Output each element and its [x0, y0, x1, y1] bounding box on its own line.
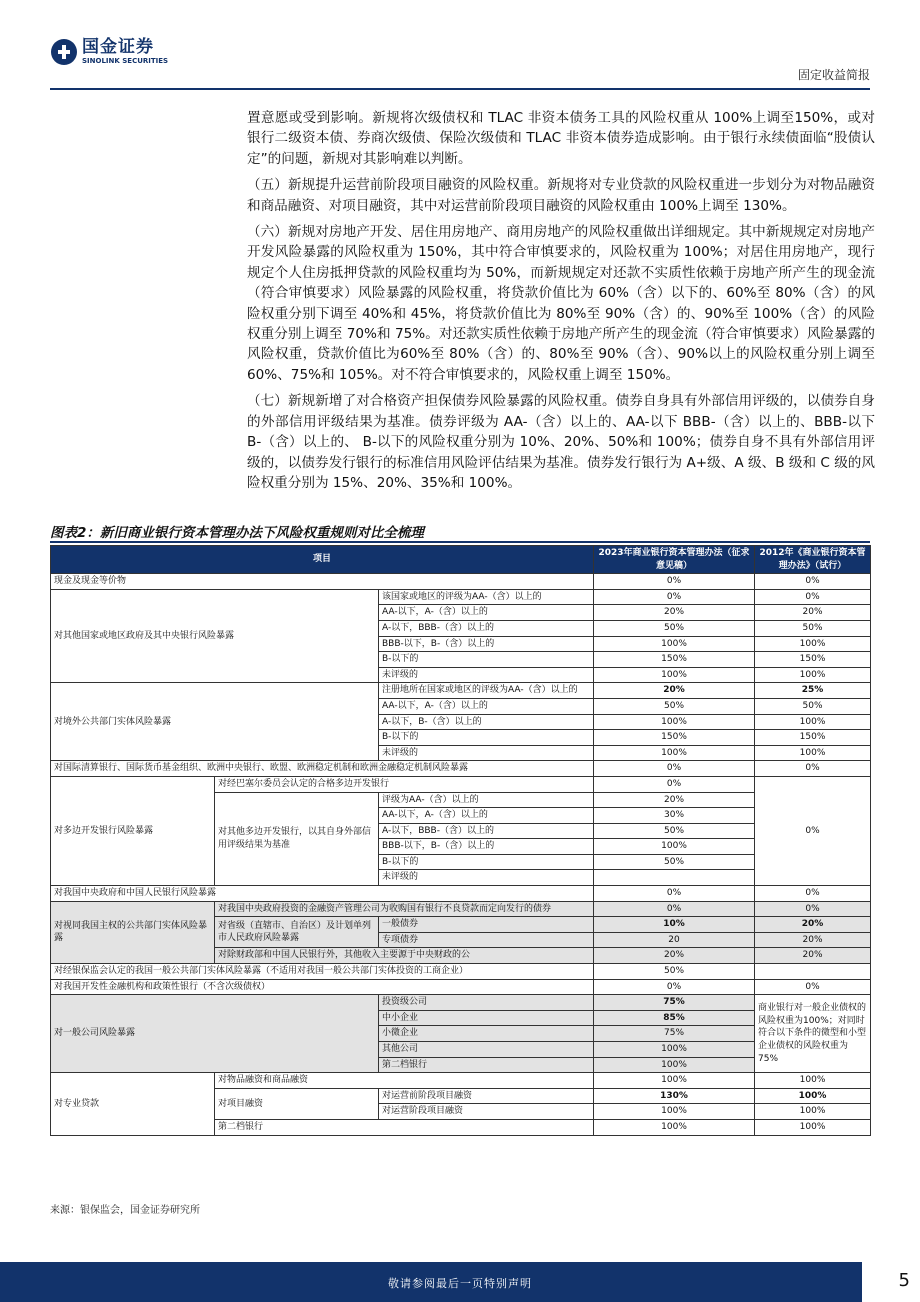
row-label: 现金及现金等价物 [51, 574, 594, 590]
sub-sub-label: 评级为AA-（含）以上的 [379, 792, 594, 808]
value-2023: 85% [594, 1010, 755, 1026]
value-2012: 100% [755, 1088, 871, 1104]
header-item: 项目 [51, 546, 594, 574]
sub-sub-label: 专项债券 [379, 932, 594, 948]
value-2012: 20% [755, 605, 871, 621]
sinolink-logo-icon [50, 38, 78, 66]
paragraph: （七）新规新增了对合格资产担保债券风险暴露的风险权重。债券自身具有外部信用评级的，以债券自身的外部信用评级结果为基准。债券评级为 AA-（含）以上的、AA-以下 BBB-（含）以上的、BBB-以下 B-（含）以上的、 B-以下的风险权重分别为 10%、20%、50%和 100%；债券自身不具有外部信用评级的，以债券发行银行的标准信用风险评估结果为基准。债券发行银行为 A+级、A 级、B 级和 C 级的风险权重分别为 15%、20%、35%和 100%。 [247, 393, 875, 491]
value-2023: 0% [594, 589, 755, 605]
footer-disclaimer: 敬请参阅最后一页特别声明 [388, 1277, 532, 1290]
value-2012: 50% [755, 620, 871, 636]
sub-sub-label: 未评级的 [379, 870, 594, 886]
value-2023: 100% [594, 636, 755, 652]
sub-label: 对除财政部和中国人民银行外，其他收入主要源于中央财政的公 [215, 948, 594, 964]
sub-sub-label: B-以下的 [379, 854, 594, 870]
sub-label: 第二档银行 [379, 1057, 594, 1073]
page-header [0, 0, 920, 92]
sub-label: 对其他多边开发银行，以其自身外部信用评级结果为基准 [215, 792, 379, 886]
sub-label: 对经巴塞尔委员会认定的合格多边开发银行 [215, 776, 594, 792]
value-2012: 20% [755, 917, 871, 933]
sub-label: 对省级（直辖市、自治区）及计划单列市人民政府风险暴露 [215, 917, 379, 948]
value-2012: 20% [755, 948, 871, 964]
value-2023: 100% [594, 1042, 755, 1058]
value-2023: 75% [594, 995, 755, 1011]
value-2023: 50% [594, 620, 755, 636]
sub-label: 第二档银行 [215, 1119, 594, 1135]
sub-sub-label: A-以下，BBB-（含）以上的 [379, 823, 594, 839]
value-2012: 100% [755, 636, 871, 652]
value-2023: 100% [594, 745, 755, 761]
value-2023: 0% [594, 901, 755, 917]
chart-title-divider [50, 541, 870, 543]
sub-sub-label: BBB-以下，B-（含）以上的 [379, 839, 594, 855]
report-type-label: 固定收益简报 [797, 68, 870, 82]
table-row [51, 964, 871, 980]
row-label: 对其他国家或地区政府及其中央银行风险暴露 [51, 589, 379, 683]
row-label: 对一般公司风险暴露 [51, 995, 379, 1073]
row-label: 对我国开发性金融机构和政策性银行（不含次级债权） [51, 979, 594, 995]
table-row [51, 886, 871, 902]
value-2012: 100% [755, 1073, 871, 1089]
paragraph: （五）新规提升运营前阶段项目融资的风险权重。新规将对专业贷款的风险权重进一步划分为对物品融资和商品融资、对项目融资，其中对运营前阶段项目融资的风险权重由 100%上调至 130%。 [247, 177, 875, 214]
table-row [51, 589, 871, 605]
value-2023: 50% [594, 823, 755, 839]
table-row [51, 574, 871, 590]
value-2012: 0% [755, 589, 871, 605]
row-label: 对我国中央政府和中国人民银行风险暴露 [51, 886, 594, 902]
value-2012: 100% [755, 745, 871, 761]
value-2023: 20% [594, 605, 755, 621]
value-2023: 100% [594, 839, 755, 855]
sub-label: BBB-以下，B-（含）以上的 [379, 636, 594, 652]
page-number: 5 [898, 1270, 910, 1291]
sub-label: 对我国中央政府投资的金融资产管理公司为收购国有银行不良贷款而定向发行的债券 [215, 901, 594, 917]
value-2023: 100% [594, 1104, 755, 1120]
value-2023: 75% [594, 1026, 755, 1042]
value-2012: 100% [755, 1104, 871, 1120]
value-2023: 100% [594, 714, 755, 730]
sub-sub-label: AA-以下，A-（含）以上的 [379, 808, 594, 824]
table-header-row [51, 546, 871, 574]
value-2012 [755, 964, 871, 980]
value-2023: 100% [594, 1073, 755, 1089]
table-row [51, 995, 871, 1011]
sub-sub-label: 对运营前阶段项目融资 [379, 1088, 594, 1104]
chart-title: 图表2：新旧商业银行资本管理办法下风险权重规则对比全梳理 [50, 525, 424, 541]
table-row [51, 979, 871, 995]
value-2023: 20% [594, 683, 755, 699]
table-row [51, 683, 871, 699]
row-label: 对经银保监会认定的我国一般公共部门实体风险暴露（不适用对我国一般公共部门实体投资的工商企业） [51, 964, 594, 980]
value-2012: 100% [755, 667, 871, 683]
row-label: 对视同我国主权的公共部门实体风险暴露 [51, 901, 215, 963]
sub-label: 未评级的 [379, 667, 594, 683]
sub-label: 对项目融资 [215, 1088, 379, 1119]
sub-label: 对物品融资和商品融资 [215, 1073, 594, 1089]
row-label: 对专业贷款 [51, 1073, 215, 1135]
value-2023: 150% [594, 652, 755, 668]
value-2012: 20% [755, 932, 871, 948]
value-2012: 150% [755, 730, 871, 746]
value-2012: 0% [755, 901, 871, 917]
sub-label: 该国家或地区的评级为AA-（含）以上的 [379, 589, 594, 605]
value-2023: 30% [594, 808, 755, 824]
value-2012: 0% [755, 574, 871, 590]
row-label: 对境外公共部门实体风险暴露 [51, 683, 379, 761]
table-row [51, 776, 871, 792]
logo-chinese-name: 国金证券 [82, 37, 154, 57]
value-2012: 25% [755, 683, 871, 699]
paragraph: （六）新规对房地产开发、居住用房地产、商用房地产的风险权重做出详细规定。其中新规规定对房地产开发风险暴露的风险权重为 150%，其中符合审慎要求的，风险权重为 100%；对居住用房地产，现行规定个人住房抵押贷款的风险权重均为 50%，而新规规定对还款不实质性依赖于房地产所产生的现金流（符合审慎要求）风险暴露的风险权重，将贷款价值比为 60%（含）以下的、60%至 80%（含）的风险权重分别下调至 40%和 45%，将贷款价值比为 80%至 90%（含）的、90%至 100%（含）的风险权重分别上调至 70%和 75%。对还款实质性依赖于房地产所产生的现金流（符合审慎要求）风险暴露的风险权重，贷款价值比为60%至 80%（含）的、80%至 90%（含）、90%以上的风险权重分别上调至 60%、75%和 105%。对不符合审慎要求的，风险权重上调至 150%。 [247, 224, 875, 383]
sub-label: AA-以下，A-（含）以上的 [379, 605, 594, 621]
value-2023: 100% [594, 1119, 755, 1135]
value-2012: 0% [755, 979, 871, 995]
value-2023: 10% [594, 917, 755, 933]
header-divider [50, 88, 870, 90]
body-text [247, 108, 875, 493]
sub-label: B-以下的 [379, 730, 594, 746]
value-2023 [594, 870, 755, 886]
source-note: 来源：银保监会，国金证券研究所 [50, 1205, 200, 1216]
risk-weight-comparison-table [50, 545, 871, 1136]
table-row [51, 1073, 871, 1089]
sinolink-logo [50, 38, 200, 68]
value-2023: 50% [594, 964, 755, 980]
value-2023: 0% [594, 776, 755, 792]
value-2023: 0% [594, 574, 755, 590]
sub-label: 其他公司 [379, 1042, 594, 1058]
value-2023: 20% [594, 948, 755, 964]
sub-label: B-以下的 [379, 652, 594, 668]
table-row [51, 761, 871, 777]
value-2012: 0% [755, 776, 871, 885]
value-2023: 20 [594, 932, 755, 948]
value-2012: 0% [755, 886, 871, 902]
paragraph: 置意愿或受到影响。新规将次级债权和 TLAC 非资本债务工具的风险权重从 100%上调至150%，或对银行二级资本债、券商次级债、保险次级债和 TLAC 非资本债券造成影响。由于银行永续债面临“股债认定”的问题，新规对其影响难以判断。 [247, 110, 875, 167]
value-2023: 130% [594, 1088, 755, 1104]
value-2023: 150% [594, 730, 755, 746]
header-col-2012: 2012年《商业银行资本管理办法》（试行） [755, 546, 871, 574]
value-2023: 50% [594, 698, 755, 714]
table-row [51, 901, 871, 917]
value-2023: 100% [594, 667, 755, 683]
value-2012: 0% [755, 761, 871, 777]
logo-english-name: SINOLINK SECURITIES [82, 57, 169, 65]
sub-sub-label: 一般债券 [379, 917, 594, 933]
value-2023: 0% [594, 979, 755, 995]
row-label: 对多边开发银行风险暴露 [51, 776, 215, 885]
value-2012: 100% [755, 1119, 871, 1135]
value-2023: 0% [594, 761, 755, 777]
value-2012: 100% [755, 714, 871, 730]
value-2012: 商业银行对一般企业债权的风险权重为100%；对同时符合以下条件的微型和小型企业债权的风险权重为75% [755, 995, 871, 1073]
sub-label: 中小企业 [379, 1010, 594, 1026]
sub-sub-label: 对运营阶段项目融资 [379, 1104, 594, 1120]
value-2023: 20% [594, 792, 755, 808]
row-label: 对国际清算银行、国际货币基金组织、欧洲中央银行、欧盟、欧洲稳定机制和欧洲金融稳定机制风险暴露 [51, 761, 594, 777]
sub-label: 投资级公司 [379, 995, 594, 1011]
sub-label: AA-以下，A-（含）以上的 [379, 698, 594, 714]
sub-label: 小微企业 [379, 1026, 594, 1042]
value-2023: 50% [594, 854, 755, 870]
value-2012: 50% [755, 698, 871, 714]
value-2012: 150% [755, 652, 871, 668]
sub-label: 注册地所在国家或地区的评级为AA-（含）以上的 [379, 683, 594, 699]
sub-label: A-以下，B-（含）以上的 [379, 714, 594, 730]
sub-label: 未评级的 [379, 745, 594, 761]
sub-label: A-以下，BBB-（含）以上的 [379, 620, 594, 636]
value-2023: 100% [594, 1057, 755, 1073]
header-col-2023: 2023年商业银行资本管理办法（征求意见稿） [594, 546, 755, 574]
value-2023: 0% [594, 886, 755, 902]
